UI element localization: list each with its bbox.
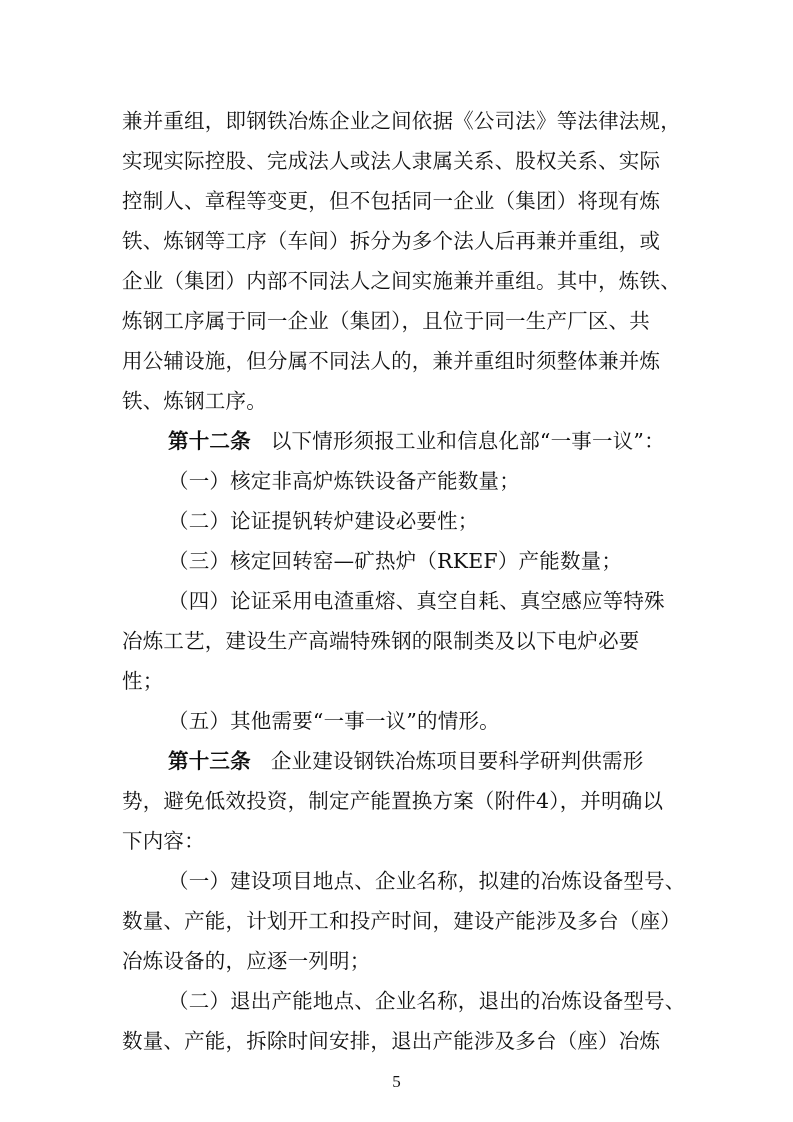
article-13-line: 下内容： bbox=[122, 829, 205, 853]
page-number: 5 bbox=[392, 1072, 401, 1091]
article-13-line: 数量、产能，计划开工和投产时间，建设产能涉及多台（座） bbox=[122, 909, 681, 933]
article-13-item: （二）退出产能地点、企业名称，退出的冶炼设备型号、 bbox=[168, 989, 686, 1013]
article-12-line bbox=[168, 428, 665, 454]
article-12-item: （二）论证提钒转炉建设必要性； bbox=[168, 509, 479, 533]
paragraph-line: 铁、炼钢工序。 bbox=[122, 389, 267, 413]
article-12-heading: 第十二条 bbox=[168, 429, 251, 453]
article-12-item: （五）其他需要“一事一议”的情形。 bbox=[168, 709, 500, 733]
paragraph-line: 控制人、章程等变更，但不包括同一企业（集团）将现有炼 bbox=[122, 189, 661, 213]
paragraph-line: 炼钢工序属于同一企业（集团），且位于同一生产厂区、共 bbox=[122, 309, 650, 333]
article-13-line: 冶炼设备的，应逐一列明； bbox=[122, 949, 371, 973]
article-13-intro: 企业建设钢铁冶炼项目要科学研判供需形 bbox=[270, 749, 644, 773]
paragraph-line: 铁、炼钢等工序（车间）拆分为多个法人后再兼并重组，或 bbox=[122, 229, 661, 253]
article-12-item: 性； bbox=[122, 669, 164, 693]
article-13-line bbox=[168, 748, 643, 774]
paragraph-line: 企业（集团）内部不同法人之间实施兼并重组。其中，炼铁、 bbox=[122, 269, 681, 293]
article-12-item: 冶炼工艺，建设生产高端特殊钢的限制类及以下电炉必要 bbox=[122, 629, 640, 653]
article-13-heading: 第十三条 bbox=[168, 749, 251, 773]
article-12-item: （三）核定回转窑—矿热炉（RKEF）产能数量； bbox=[168, 549, 623, 573]
article-12-intro: 以下情形须报工业和信息化部“一事一议”： bbox=[270, 429, 665, 453]
paragraph-line: 用公辅设施，但分属不同法人的，兼并重组时须整体兼并炼 bbox=[122, 349, 661, 373]
paragraph-line: 实现实际控股、完成法人或法人隶属关系、股权关系、实际 bbox=[122, 149, 661, 173]
paragraph-line: 兼并重组，即钢铁冶炼企业之间依据《公司法》等法律法规， bbox=[122, 109, 681, 133]
article-13-item: （一）建设项目地点、企业名称，拟建的冶炼设备型号、 bbox=[168, 869, 686, 893]
article-13-line: 数量、产能，拆除时间安排，退出产能涉及多台（座）冶炼 bbox=[122, 1029, 661, 1053]
article-12-item: （四）论证采用电渣重熔、真空自耗、真空感应等特殊 bbox=[168, 589, 665, 613]
article-13-line: 势，避免低效投资，制定产能置换方案（附件4），并明确以 bbox=[122, 789, 664, 813]
article-12-item: （一）核定非高炉炼铁设备产能数量； bbox=[168, 469, 520, 493]
